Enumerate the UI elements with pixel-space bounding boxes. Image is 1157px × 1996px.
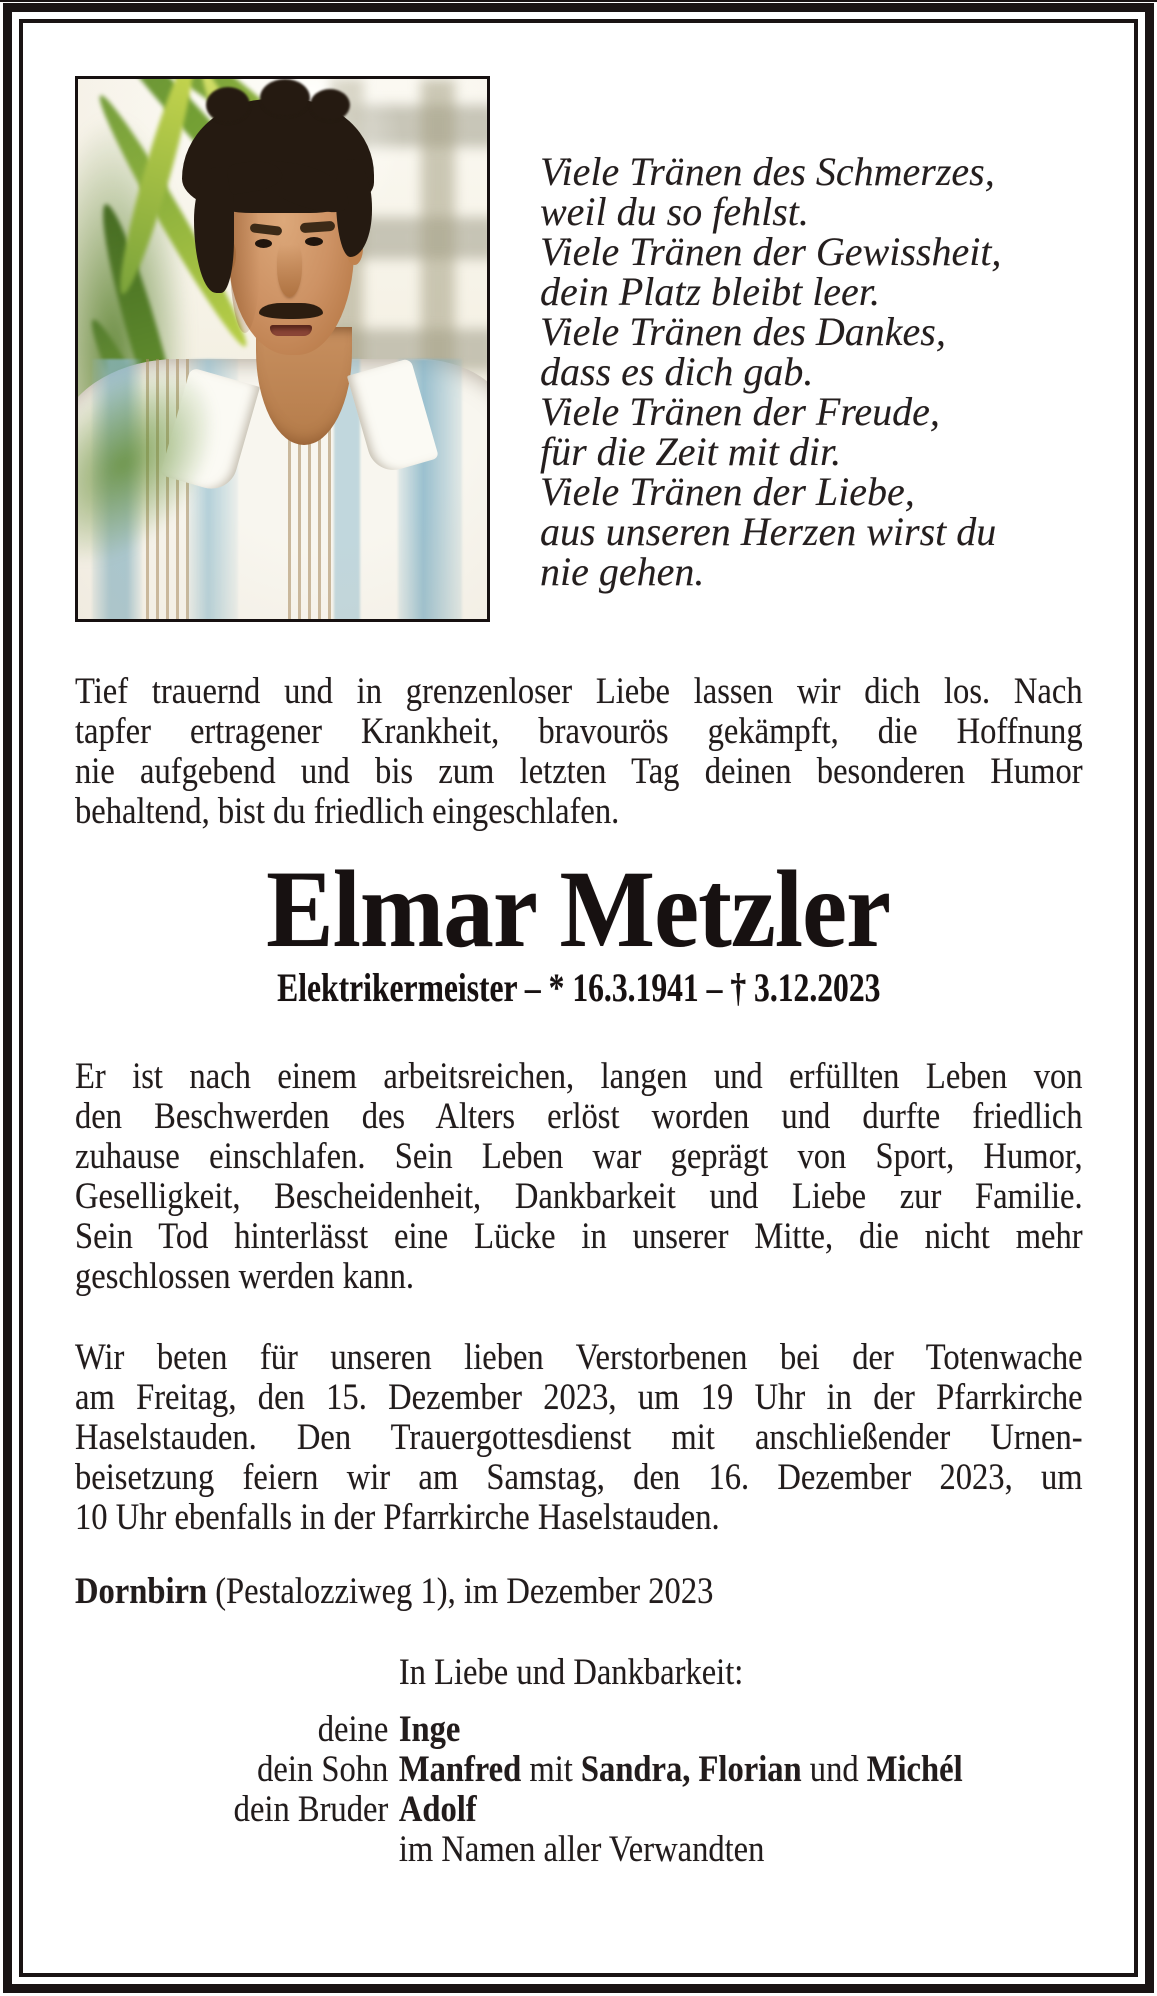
deceased-subtitle-line <box>0 965 1157 1010</box>
signature-row <box>75 1790 1083 1830</box>
deceased-name: Elmar Metzler <box>266 848 891 970</box>
relation-label: deine <box>317 1709 389 1750</box>
closing-block <box>75 1653 1083 1870</box>
signature-row <box>75 1710 1083 1750</box>
signature-rows <box>75 1710 1083 1870</box>
signature-row <box>75 1830 1083 1870</box>
closing-block-wrap <box>75 1653 1083 1870</box>
service-paragraph: Wir beten für unseren lieben Verstorbenen bei der Totenwache am Freitag, den 15. Dezember 2023, um 19 Uhr in der Pfarrkirche Haselstauden. Den Trauergottesdienst mit anschließender Urnen- beisetzung feiern wir am Samstag, den 16. Dezember 2023, um 10 Uhr ebenfalls in der Pfarrkirche Haselstauden. <box>75 1337 1083 1538</box>
place-date-wrap <box>75 1572 1083 1612</box>
signature-names: Adolf <box>398 1789 477 1830</box>
signature-names: im Namen aller Verwandten <box>398 1829 765 1870</box>
relation-label <box>75 1830 388 1870</box>
mourning-poem: Viele Tränen des Schmerzes, weil du so fehlst. Viele Tränen der Gewissheit, dein Platz bleibt leer. Viele Tränen des Dankes, dass es dich gab. Viele Tränen der Freude, für die Zeit mit dir. Viele Tränen der Liebe, aus unseren Herzen wirst du nie gehen. <box>540 149 1002 594</box>
page-edge-rule <box>0 0 1157 2</box>
signature-row <box>75 1750 1083 1790</box>
obituary-paragraph: Er ist nach einem arbeitsreichen, langen und erfüllten Leben von den Beschwerden des Alters erlöst worden und durfte friedlich zuhause einschlafen. Sein Leben war geprägt von Sport, Humor, Geselligkeit, Bescheidenheit, Dankbarkeit und Liebe zur Familie. Sein Tod hinterlässt eine Lücke in unserer Mitte, die nicht mehr geschlossen werden kann. <box>75 1056 1083 1297</box>
closing-heading: In Liebe und Dankbarkeit: <box>398 1652 744 1693</box>
place-date-line: Dornbirn (Pestalozziweg 1), im Dezember 2023 <box>75 1571 714 1612</box>
intro-paragraph-wrap <box>75 672 1083 832</box>
intro-paragraph: Tief trauernd und in grenzenloser Liebe lassen wir dich los. Nach tapfer ertragener Krankheit, bravourös gekämpft, die Hoffnung nie aufgebend und bis zum letzten Tag deinen besonderen Humor behaltend, bist du friedlich eingeschlafen. <box>75 671 1083 832</box>
relation-label: dein Bruder <box>233 1789 389 1830</box>
service-paragraph-wrap <box>75 1338 1083 1538</box>
deceased-profession-dates: Elektrikermeister – * 16.3.1941 – † 3.12.2023 <box>276 965 881 1010</box>
portrait-photo <box>75 76 490 622</box>
deceased-name-line <box>0 848 1157 970</box>
photo-tint <box>78 79 487 619</box>
signature-names: Manfred mit Sandra, Florian und Michél <box>398 1749 963 1790</box>
signature-names: Inge <box>398 1709 461 1750</box>
obituary-paragraph-wrap <box>75 1057 1083 1297</box>
relation-label: dein Sohn <box>257 1749 389 1790</box>
